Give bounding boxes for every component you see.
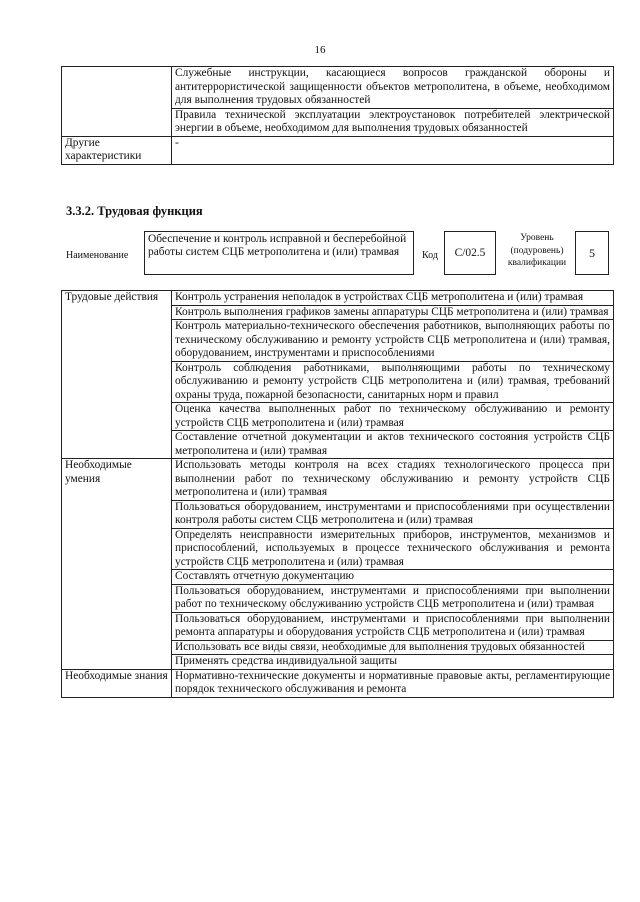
row-label: Необходимые знания (62, 669, 172, 697)
row-item: Составлять отчетную документацию (172, 570, 614, 585)
function-row (62, 459, 614, 501)
row-item: Определять неисправности измерительных приборов, инструментов, механизмов и приспособлений, используемых в процессе технического обслуживания и ремонта устройств СЦБ метрополитена и (или) трамвая (172, 528, 614, 570)
row-item: Составление отчетной документации и актов технического состояния устройств СЦБ метрополитена и (или) трамвая (172, 431, 614, 459)
continuation-row (62, 136, 614, 164)
row-item: Пользоваться оборудованием, инструментами и приспособлениями при выполнении работ по техническому обслуживанию устройств СЦБ метрополитена и (или) трамвая (172, 584, 614, 612)
row-label (62, 67, 172, 137)
row-item: Оценка качества выполненных работ по техническому обслуживанию и ремонту устройств СЦБ метрополитена и (или) трамвая (172, 403, 614, 431)
row-item: Пользоваться оборудованием, инструментами и приспособлениями при осуществлении контроля работы систем СЦБ метрополитена и (или) трамвая (172, 500, 614, 528)
continuation-row (62, 67, 614, 109)
row-item: Применять средства индивидуальной защиты (172, 655, 614, 670)
continuation-table (61, 66, 614, 165)
name-label: Наименование (66, 250, 129, 261)
function-code-box: C/02.5 (444, 231, 496, 275)
row-item: Пользоваться оборудованием, инструментами и приспособлениями при выполнении ремонта аппаратуры и оборудования устройств СЦБ метрополитена и (или) трамвая (172, 612, 614, 640)
row-label: Трудовые действия (62, 291, 172, 459)
function-table (61, 290, 614, 698)
row-item: Использовать методы контроля на всех стадиях технологического процесса при выполнении работ по техническому обслуживанию и ремонту устройств СЦБ метрополитена и (или) трамвая (172, 459, 614, 501)
code-label: Код (422, 250, 438, 261)
function-name-box: Обеспечение и контроль исправной и бесперебойной работы систем СЦБ метрополитена и (или) трамвая (144, 231, 414, 275)
function-row (62, 669, 614, 697)
function-row (62, 291, 614, 306)
page-number: 16 (314, 44, 326, 56)
row-item: Контроль выполнения графиков замены аппаратуры СЦБ метрополитена и (или) трамвая (172, 305, 614, 320)
row-item: Контроль соблюдения работниками, выполняющими работы по техническому обслуживанию и ремонту устройств СЦБ метрополитена и (или) трамвая, требований охраны труда, пожарной безопасности, санитарных норм и правил (172, 361, 614, 403)
row-item: Контроль материально-технического обеспечения работников, выполняющих работы по техническому обслуживанию и ремонту устройств СЦБ метрополитена и (или) трамвая, оборудованием, инструментами и приспособлениями (172, 320, 614, 362)
row-item: Использовать все виды связи, необходимые для выполнения трудовых обязанностей (172, 640, 614, 655)
row-item: Служебные инструкции, касающиеся вопросов гражданской обороны и антитеррористической защищенности объектов метрополитена, в объеме, необходимом для выполнения трудовых обязанностей (172, 67, 614, 109)
qualification-level-box: 5 (575, 231, 609, 275)
qualification-level-label: Уровень (подуровень) квалификации (507, 233, 567, 268)
row-label: Необходимые умения (62, 459, 172, 670)
row-item: Правила технической эксплуатации электроустановок потребителей электрической энергии в объеме, необходимом для выполнения трудовых обязанностей (172, 108, 614, 136)
row-label: Другие характеристики (62, 136, 172, 164)
row-item: Контроль устранения неполадок в устройствах СЦБ метрополитена и (или) трамвая (172, 291, 614, 306)
row-item: Нормативно-технические документы и нормативные правовые акты, регламентирующие порядок технического обслуживания и ремонта (172, 669, 614, 697)
row-item: - (172, 136, 614, 164)
section-title: 3.3.2. Трудовая функция (66, 204, 203, 218)
